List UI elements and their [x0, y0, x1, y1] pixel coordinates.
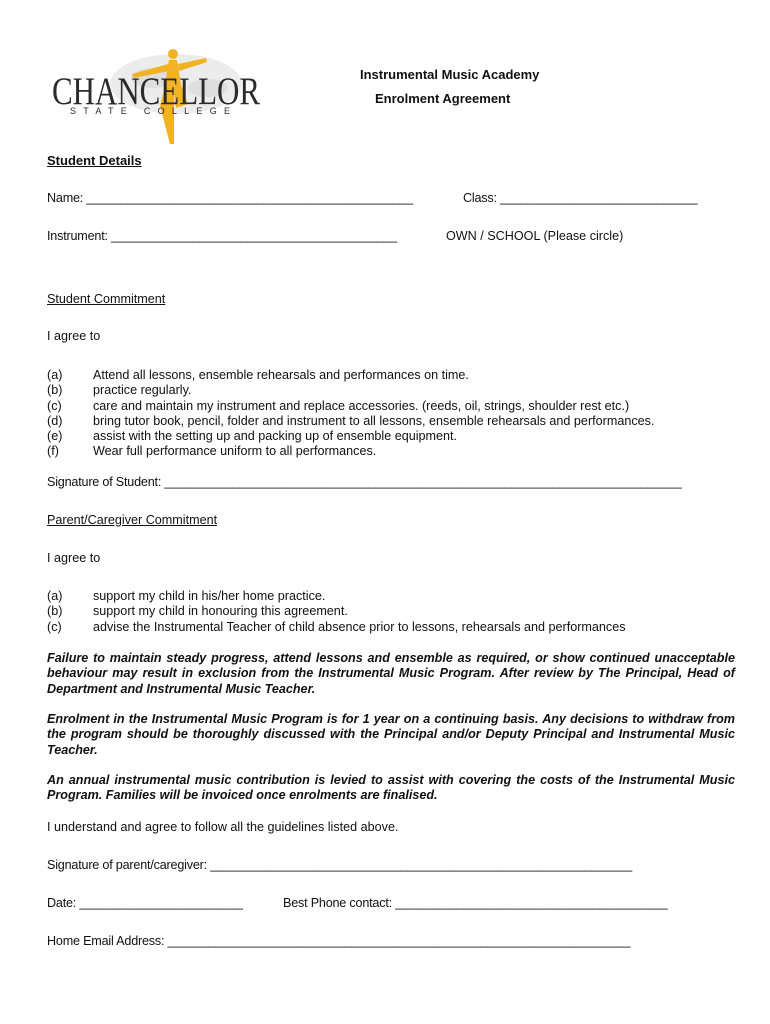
parent-signature-field[interactable]: Signature of parent/caregiver: ______________________________________________________________: [47, 858, 633, 872]
logo-subtitle: STATE COLLEGE: [70, 106, 230, 116]
list-item-label: (a): [47, 589, 63, 603]
list-item-text: assist with the setting up and packing up of ensemble equipment.: [93, 429, 458, 443]
enrolment-notice: Enrolment in the Instrumental Music Program is for 1 year on a continuing basis. Any decisions to withdraw from the program should be thoroughly discussed with the Principal and/or Deputy Principal and Instrumental Music Teacher.: [47, 712, 735, 757]
list-item-label: (c): [47, 620, 62, 634]
instrument-ownership-options[interactable]: OWN / SCHOOL (Please circle): [446, 229, 624, 243]
list-item-label: (b): [47, 383, 63, 397]
instrument-field[interactable]: Instrument: __________________________________________: [47, 229, 397, 243]
list-item-label: (a): [47, 368, 63, 382]
list-item-text: support my child in honouring this agreement.: [93, 604, 348, 618]
list-item-label: (d): [47, 414, 63, 428]
list-item-label: (e): [47, 429, 63, 443]
agreement-title: Enrolment Agreement: [375, 91, 511, 106]
name-field[interactable]: Name: ________________________________________________: [47, 191, 413, 205]
list-item-text: Attend all lessons, ensemble rehearsals and performances on time.: [93, 368, 469, 382]
list-item-text: support my child in his/her home practice.: [93, 589, 326, 603]
list-item-label: (c): [47, 399, 62, 413]
school-logo: [48, 44, 268, 148]
class-field[interactable]: Class: _____________________________: [463, 191, 698, 205]
parent-agree-intro: I agree to: [47, 551, 101, 565]
list-item-label: (b): [47, 604, 63, 618]
list-item-text: Wear full performance uniform to all performances.: [93, 444, 377, 458]
student-signature-field[interactable]: Signature of Student: ____________________________________________________________________________: [47, 475, 682, 489]
list-item-text: advise the Instrumental Teacher of child absence prior to lessons, rehearsals and performances: [93, 620, 626, 634]
agreement-statement: I understand and agree to follow all the guidelines listed above.: [47, 820, 399, 834]
student-agree-intro: I agree to: [47, 329, 101, 343]
phone-field[interactable]: Best Phone contact: ________________________________________: [283, 896, 668, 910]
parent-commitment-heading: Parent/Caregiver Commitment: [47, 513, 218, 527]
date-field[interactable]: Date: ________________________: [47, 896, 243, 910]
academy-title: Instrumental Music Academy: [360, 67, 540, 82]
list-item-text: bring tutor book, pencil, folder and instrument to all lessons, ensemble rehearsals and performances.: [93, 414, 655, 428]
list-item-text: care and maintain my instrument and replace accessories. (reeds, oil, strings, shoulder rest etc.): [93, 399, 630, 413]
logo-graphic: [48, 44, 268, 148]
list-item-text: practice regularly.: [93, 383, 192, 397]
student-commitment-heading: Student Commitment: [47, 292, 166, 306]
logo-wordmark: CHANCELLOR: [52, 70, 260, 113]
student-details-heading: Student Details: [47, 153, 142, 168]
email-field[interactable]: Home Email Address: ____________________________________________________________________: [47, 934, 631, 948]
exclusion-notice: Failure to maintain steady progress, attend lessons and ensemble as required, or show continued unacceptable behaviour may result in exclusion from the Instrumental Music Program. After review by The Principal, Head of Department and Instrumental Music Teacher.: [47, 651, 735, 696]
list-item-label: (f): [47, 444, 59, 458]
contribution-notice: An annual instrumental music contribution is levied to assist with covering the costs of the Instrumental Music Program. Families will be invoiced once enrolments are finalised.: [47, 773, 735, 803]
